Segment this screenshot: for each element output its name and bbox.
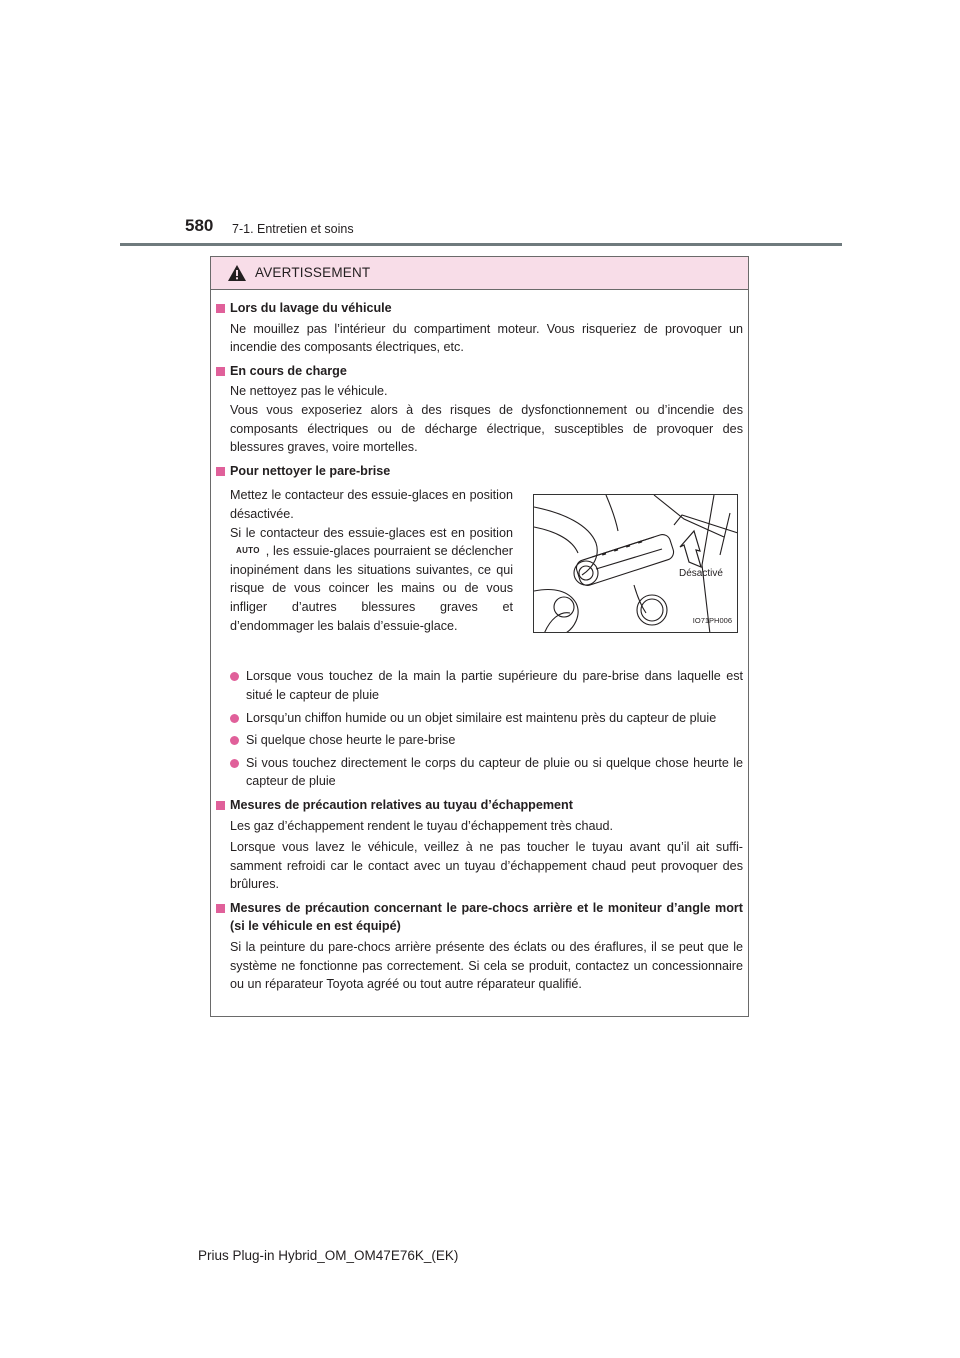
windshield-bullet-3-text: Si quelque chose heurte le pare-brise bbox=[246, 733, 456, 748]
square-bullet-icon bbox=[216, 467, 225, 476]
warning-box bbox=[210, 256, 749, 1017]
bumper-text: Si la peinture du pare-chocs arrière présente des éclats ou des éraflures, il se peut que le système ne fonctionne pas correctement. Si cela se produit, contactez un concessionnaire ou un réparateur Toyota agréé ou tout autre réparateur qualifié. bbox=[230, 940, 743, 992]
auto-switch-label: AUTO bbox=[236, 546, 260, 556]
heading-bumper-text: Mesures de précaution concernant le pare-chocs arrière et le moniteur d’angle mort (si le véhicule en est équipé) bbox=[230, 900, 743, 934]
round-bullet-icon bbox=[230, 672, 239, 681]
section-title: 7-1. Entretien et soins bbox=[232, 222, 354, 236]
wiper-switch-figure bbox=[533, 494, 738, 633]
warning-header bbox=[211, 257, 748, 290]
heading-exhaust-text: Mesures de précaution relatives au tuyau d’échappement bbox=[230, 797, 573, 812]
heading-bumper bbox=[216, 899, 743, 936]
windshield-bullet-2 bbox=[216, 709, 743, 728]
exhaust-line-1: Les gaz d’échappement rendent le tuyau d’échappement très chaud. bbox=[230, 818, 613, 833]
section-bumper bbox=[216, 899, 743, 994]
wiper-text bbox=[230, 486, 513, 635]
section-windshield bbox=[216, 462, 743, 791]
heading-washing bbox=[216, 299, 743, 318]
square-bullet-icon bbox=[216, 904, 225, 913]
header-rule bbox=[120, 243, 842, 246]
heading-windshield-text: Pour nettoyer le pare-brise bbox=[230, 463, 391, 478]
round-bullet-icon bbox=[230, 759, 239, 768]
warning-content bbox=[216, 299, 743, 999]
windshield-bullet-4 bbox=[216, 754, 743, 791]
warning-triangle-icon bbox=[227, 264, 247, 282]
heading-exhaust bbox=[216, 796, 743, 815]
warning-title: AVERTISSEMENT bbox=[255, 265, 371, 280]
section-charging bbox=[216, 362, 743, 457]
windshield-bullet-2-text: Lorsqu’un chiffon humide ou un objet similaire est maintenu près du capteur de pluie bbox=[246, 710, 717, 725]
square-bullet-icon bbox=[216, 304, 225, 313]
heading-windshield bbox=[216, 462, 743, 481]
section-washing bbox=[216, 299, 743, 357]
round-bullet-icon bbox=[230, 714, 239, 723]
charging-line-2: Vous vous exposeriez alors à des risques de dysfonctionnement ou d’incendie des composants électriques ou de décharge électrique, susceptibles de provoquer des blessures graves, voire mortelles. bbox=[230, 402, 743, 455]
wiper-line-2 bbox=[230, 524, 513, 636]
figure-code: IO71PH006 bbox=[692, 615, 732, 625]
page-number: 580 bbox=[185, 216, 214, 235]
heading-charging-text: En cours de charge bbox=[230, 363, 347, 378]
windshield-bullet-4-text: Si vous touchez directement le corps du capteur de pluie ou si quelque chose heurte le capteur de pluie bbox=[246, 755, 743, 789]
wiper-line-2a: Si le contacteur des essuie-glaces est en position bbox=[230, 525, 513, 540]
figure-label-off: Désactivé bbox=[679, 568, 723, 580]
windshield-bullet-1 bbox=[216, 667, 743, 704]
charging-line-1: Ne nettoyez pas le véhicule. bbox=[230, 384, 388, 399]
square-bullet-icon bbox=[216, 801, 225, 810]
wiper-line-2b: , les essuie-glaces pourraient se déclencher inopinément dans les situations suivantes, ce qui risque de vous coincer les mains ou de vous infliger d’autres blessures graves et d’endommager les balais d’essuie-glace. bbox=[230, 544, 513, 633]
footer-document-id: Prius Plug-in Hybrid_OM_OM47E76K_(EK) bbox=[198, 1248, 459, 1263]
section-exhaust bbox=[216, 796, 743, 894]
heading-washing-text: Lors du lavage du véhicule bbox=[230, 301, 392, 315]
square-bullet-icon bbox=[216, 367, 225, 376]
windshield-bullet-3 bbox=[216, 731, 743, 750]
exhaust-line-2: Lorsque vous lavez le véhicule, veillez à ne pas toucher le tuyau avant qu’il ait suffi-samment refroidi car le contact avec un tuyau d’échappement chaud peut provoquer des brûlures. bbox=[230, 840, 743, 892]
wiper-block bbox=[216, 486, 743, 664]
windshield-bullet-1-text: Lorsque vous touchez de la main la partie supérieure du pare-brise dans laquelle est situé le capteur de pluie bbox=[246, 669, 743, 702]
wiper-line-1: Mettez le contacteur des essuie-glaces en position désactivée. bbox=[230, 488, 513, 521]
round-bullet-icon bbox=[230, 736, 239, 745]
heading-charging bbox=[216, 362, 743, 381]
washing-text: Ne mouillez pas l’intérieur du compartiment moteur. Vous risqueriez de provoquer un incendie des composants électriques, etc. bbox=[230, 321, 743, 355]
